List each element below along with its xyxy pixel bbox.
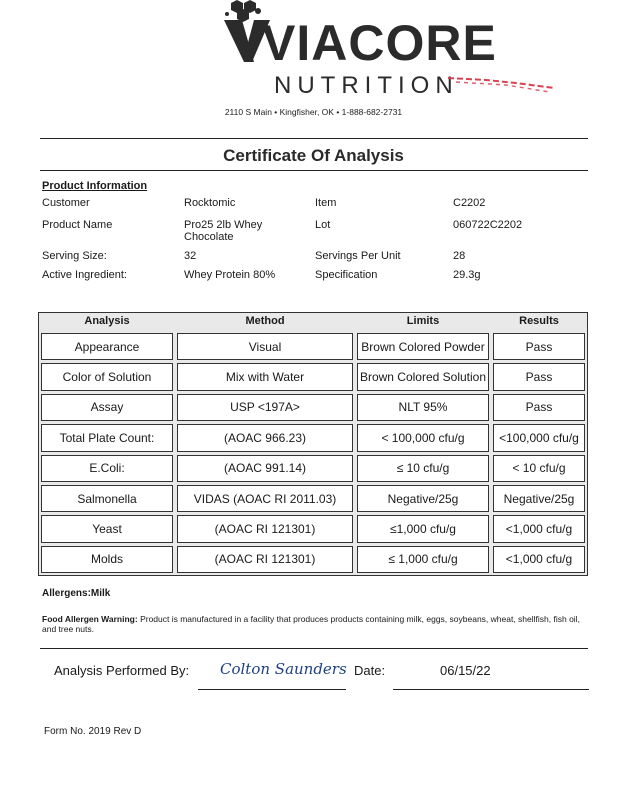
info-value: Whey Protein 80% (184, 269, 276, 281)
table-row (39, 422, 587, 452)
table-cell: Visual (177, 333, 353, 360)
table-cell: Negative/25g (357, 485, 489, 512)
info-label: Active Ingredient: (42, 269, 127, 281)
table-cell: Appearance (41, 333, 173, 360)
table-row (39, 513, 587, 543)
signature-name: Colton Saunders (220, 660, 347, 678)
form-number: Form No. 2019 Rev D (44, 726, 142, 737)
date-label: Date: (354, 663, 386, 678)
table-cell: Negative/25g (493, 485, 585, 512)
info-value: Rocktomic (184, 197, 236, 209)
table-cell: (AOAC RI 121301) (177, 546, 353, 573)
table-cell: ≤ 10 cfu/g (357, 455, 489, 482)
table-cell: VIDAS (AOAC RI 2011.03) (177, 485, 353, 512)
table-cell: Assay (41, 394, 173, 421)
table-header-results: Results (519, 315, 559, 327)
table-cell: E.Coli: (41, 455, 173, 482)
signature-label: Analysis Performed By: (54, 663, 190, 678)
allergens-text: Allergens:Milk (42, 588, 111, 599)
table-cell: <1,000 cfu/g (493, 546, 585, 573)
info-value: C2202 (453, 197, 486, 209)
info-label: Specification (315, 269, 378, 281)
table-cell: ≤ 1,000 cfu/g (357, 546, 489, 573)
table-row (39, 392, 587, 422)
table-cell: Color of Solution (41, 363, 173, 390)
table-cell: (AOAC 966.23) (177, 424, 353, 451)
date-line (393, 689, 589, 690)
info-label: Product Name (42, 219, 113, 231)
info-value: Pro25 2lb Whey Chocolate (184, 219, 263, 243)
info-label: Serving Size: (42, 250, 107, 262)
top-divider (40, 138, 588, 139)
table-cell: Brown Colored Solution (357, 363, 489, 390)
brand-name: VIACORE (262, 15, 497, 71)
allergen-warning-text: Product is manufactured in a facility that produces products containing milk, eggs, soybeans, wheat, shellfish, fish oil, and tree nuts. (42, 614, 580, 634)
table-row (39, 544, 587, 574)
info-label: Lot (315, 219, 331, 231)
info-label: Customer (42, 197, 90, 209)
table-cell: Pass (493, 333, 585, 360)
certificate-title: Certificate Of Analysis (223, 146, 404, 165)
info-value: 29.3g (453, 269, 481, 281)
info-value: 28 (453, 250, 466, 262)
table-cell: (AOAC RI 121301) (177, 515, 353, 542)
analysis-table (38, 312, 588, 576)
table-cell: Brown Colored Powder (357, 333, 489, 360)
table-cell: < 100,000 cfu/g (357, 424, 489, 451)
title-divider (40, 170, 588, 171)
table-cell: < 10 cfu/g (493, 455, 585, 482)
table-row (39, 331, 587, 361)
info-label: Item (315, 197, 337, 209)
allergen-warning-label: Food Allergen Warning: (42, 614, 138, 624)
red-stamp-mark (446, 74, 556, 96)
table-header-limits: Limits (406, 315, 440, 327)
date-value: 06/15/22 (440, 663, 491, 678)
signature-line (198, 689, 346, 690)
table-header-method: Method (245, 315, 285, 327)
table-cell: USP <197A> (177, 394, 353, 421)
info-label: Servings Per Unit (315, 250, 401, 262)
table-cell: Total Plate Count: (41, 424, 173, 451)
info-value: 060722C2202 (453, 219, 523, 231)
table-cell: Molds (41, 546, 173, 573)
company-address: 2110 S Main • Kingfisher, OK • 1-888-682-2731 (224, 107, 403, 117)
table-header-analysis: Analysis (84, 315, 130, 327)
table-cell: Yeast (41, 515, 173, 542)
table-cell: Pass (493, 363, 585, 390)
table-cell: <1,000 cfu/g (493, 515, 585, 542)
signature-divider (40, 648, 588, 649)
table-cell: NLT 95% (357, 394, 489, 421)
table-row (39, 361, 587, 391)
table-cell: ≤1,000 cfu/g (357, 515, 489, 542)
table-row (39, 483, 587, 513)
table-cell: Salmonella (41, 485, 173, 512)
product-info-heading: Product Information (42, 180, 148, 192)
brand-subtitle: NUTRITION (274, 72, 459, 99)
table-cell: Pass (493, 394, 585, 421)
allergen-warning (42, 614, 590, 634)
info-value: 32 (184, 250, 197, 262)
table-cell: Mix with Water (177, 363, 353, 390)
table-row (39, 453, 587, 483)
table-cell: (AOAC 991.14) (177, 455, 353, 482)
table-cell: <100,000 cfu/g (493, 424, 585, 451)
